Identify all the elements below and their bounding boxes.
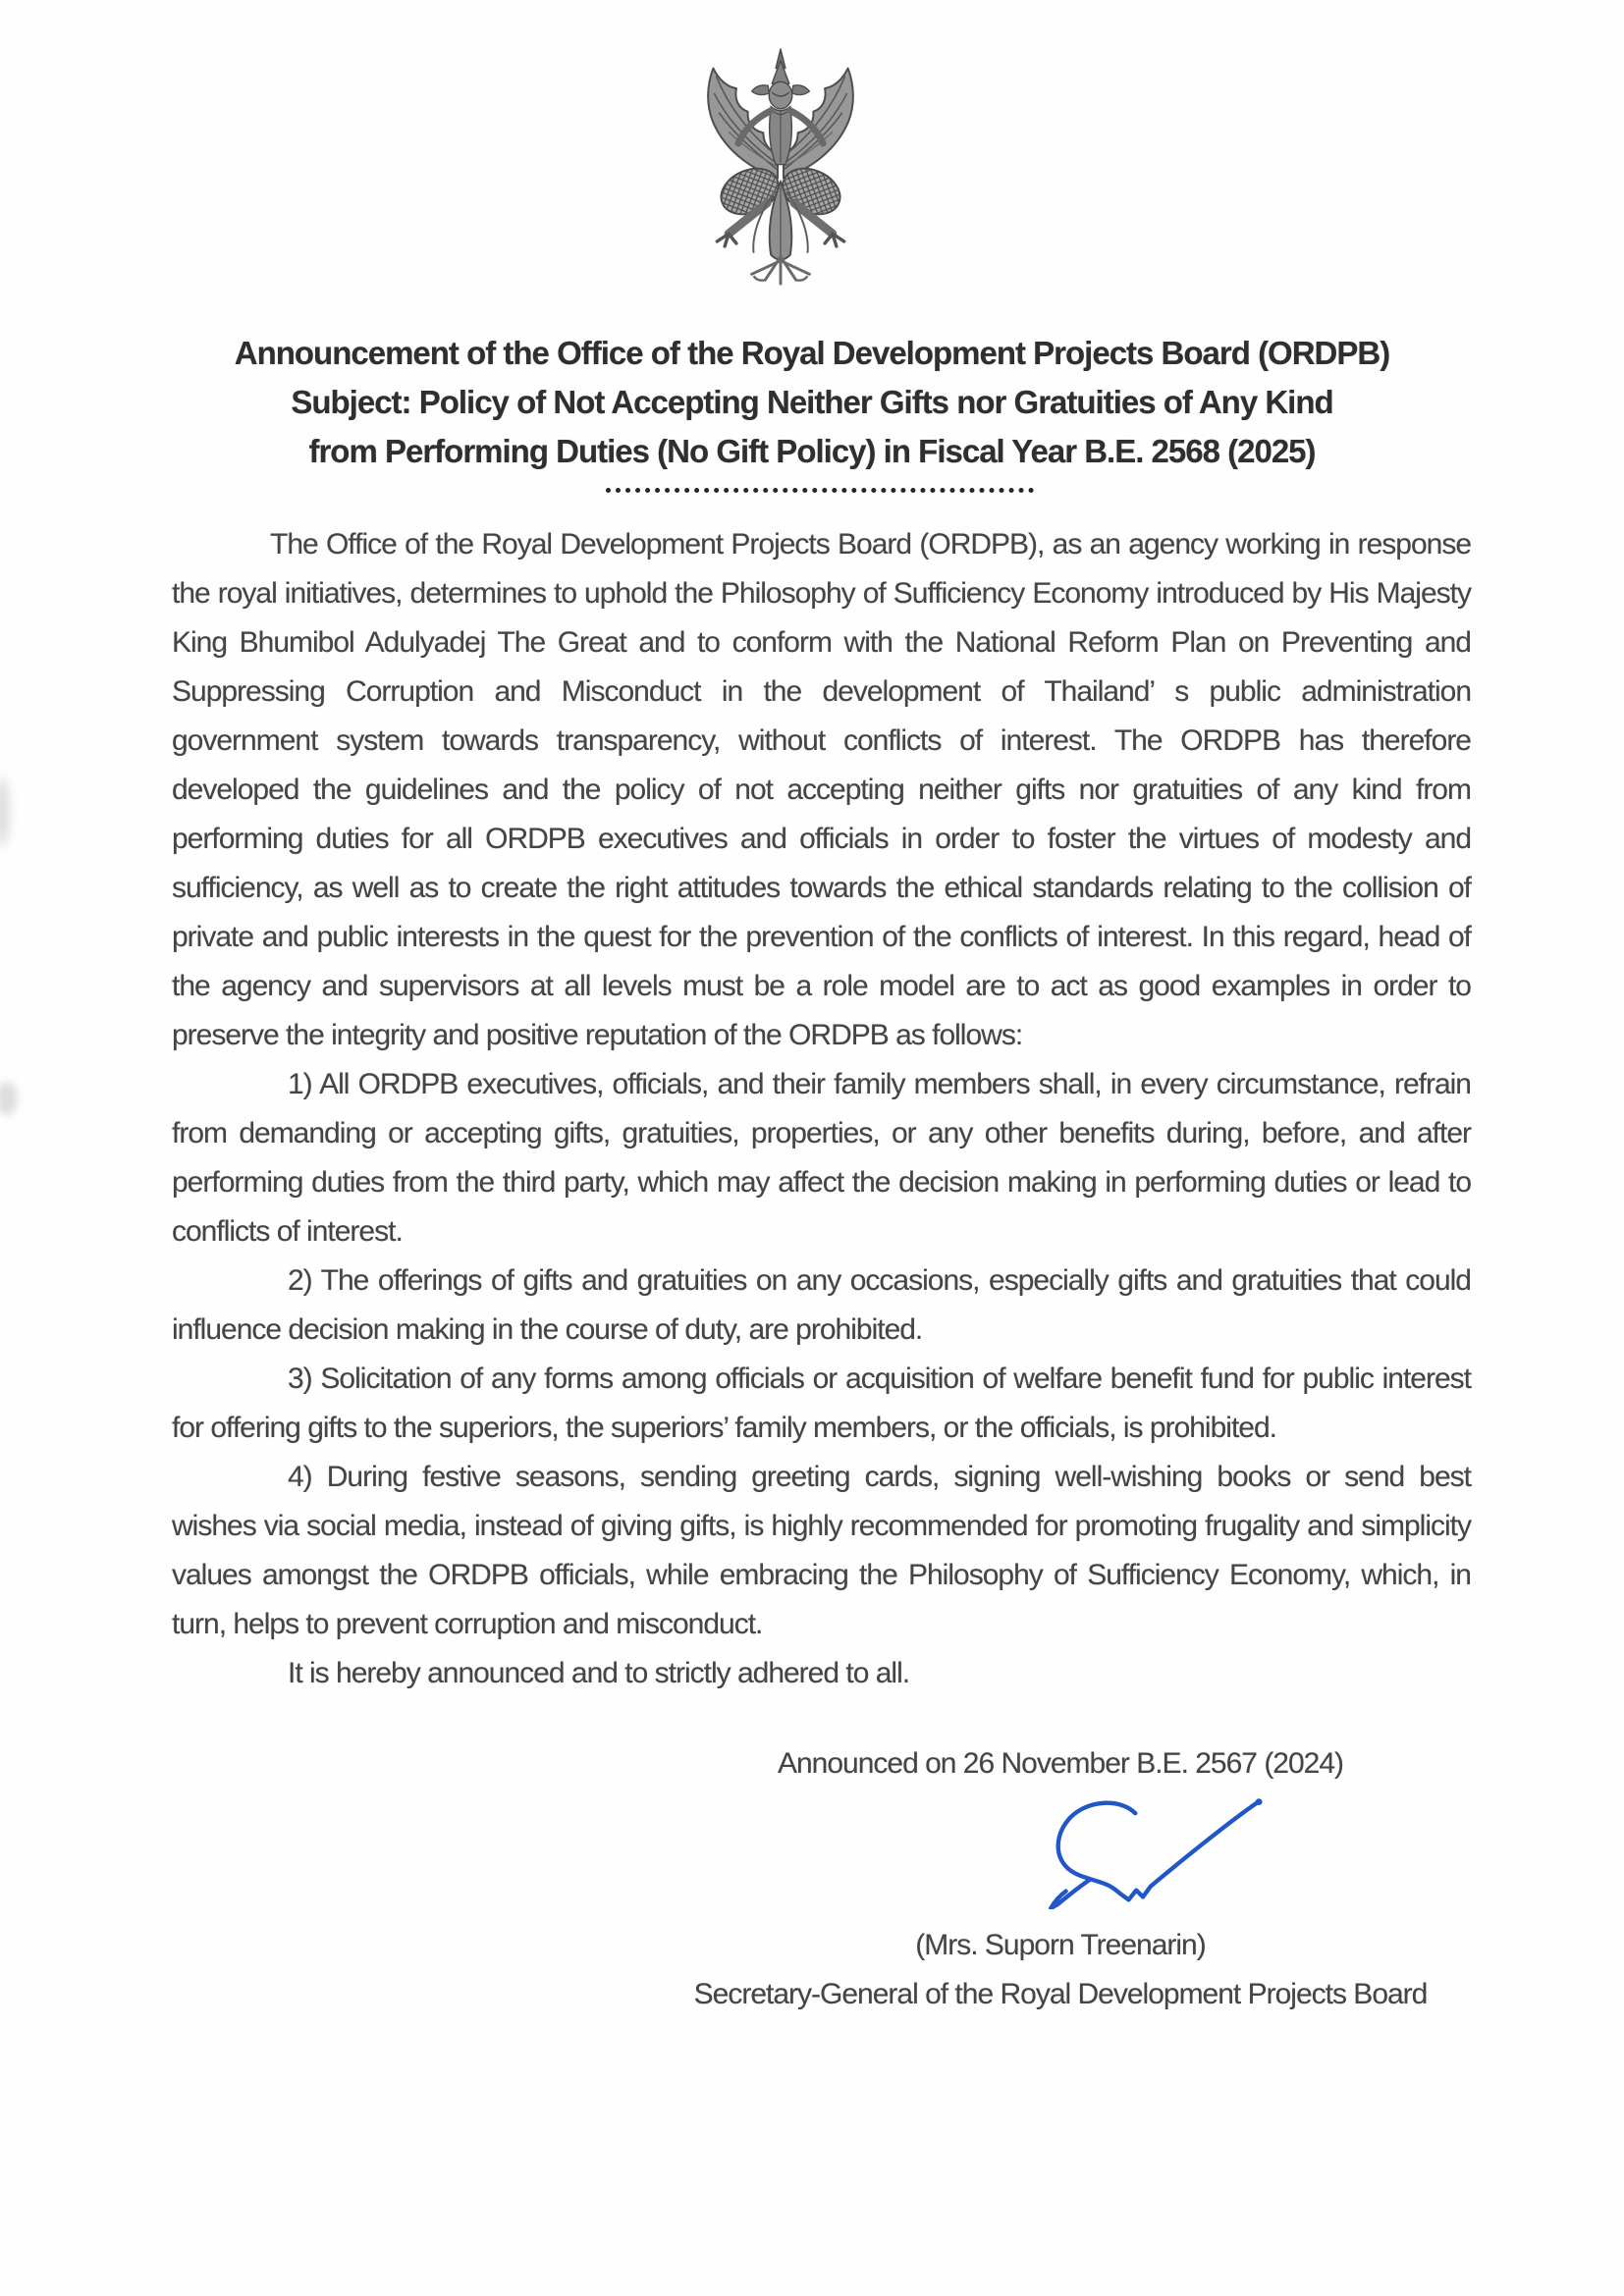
signature-block (668, 1739, 1453, 2019)
announced-date-line: Announced on 26 November B.E. 2567 (2024) (777, 1747, 1344, 1780)
scan-artifact (0, 777, 10, 846)
title-line-3: from Performing Duties (No Gift Policy) in Fiscal Year B.E. 2568 (2025) (308, 433, 1316, 469)
policy-item-1: 1) All ORDPB executives, officials, and their family members shall, in every circumstance, refrain from demanding or accepting gifts, gratuities, properties, or any other benefits during, before, and after performing duties from the third party, which may affect the decision making in performing duties or lead to conflicts of interest. (172, 1068, 1471, 1248)
policy-item-2: 2) The offerings of gifts and gratuities on any occasions, especially gifts and gratuities that could influence decision making in the course of duty, are prohibited. (172, 1264, 1471, 1346)
title-line-1: Announcement of the Office of the Royal Development Projects Board (ORDPB) (234, 335, 1390, 371)
signature-stroke-tail (1051, 1880, 1090, 1908)
title-line-2: Subject: Policy of Not Accepting Neither Gifts nor Gratuities of Any Kind (291, 384, 1333, 420)
closing-statement: It is hereby announced and to strictly adhered to all. (288, 1657, 910, 1689)
signature-ink (1019, 1790, 1270, 1909)
document-title (0, 329, 1624, 476)
signature-stroke-main (1058, 1803, 1258, 1900)
signature-ink-dot (1256, 1798, 1263, 1805)
signatory-title: Secretary-General of the Royal Development Projects Board (693, 1978, 1428, 2010)
garuda-emblem-icon (684, 47, 877, 288)
intro-paragraph: The Office of the Royal Development Projects Board (ORDPB), as an agency working in response the royal initiatives, determines to uphold the Philosophy of Sufficiency Economy introduced by His Majesty King Bhumibol Adulyadej The Great and to conform with the National Reform Plan on Preventing and Suppressing Corruption and Misconduct in the development of Thailand’ s public administration government system towards transparency, without conflicts of interest. The ORDPB has therefore developed the guidelines and the policy of not accepting neither gifts nor gratuities of any kind from performing duties for all ORDPB executives and officials in order to foster the virtues of modesty and sufficiency, as well as to create the right attitudes towards the ethical standards relating to the collision of private and public interests in the quest for the prevention of the conflicts of interest. In this regard, head of the agency and supervisors at all levels must be a role model are to act as good examples in order to preserve the integrity and positive reputation of the ORDPB as follows: (172, 528, 1471, 1051)
document-body (172, 520, 1471, 1698)
signatory-name: (Mrs. Suporn Treenarin) (915, 1929, 1206, 1961)
policy-item-4: 4) During festive seasons, sending greeting cards, signing well-wishing books or send best wishes via social media, instead of giving gifts, is highly recommended for promoting frugality and simplicity values amongst the ORDPB officials, while embracing the Philosophy of Sufficiency Economy, which, in turn, helps to prevent corruption and misconduct. (172, 1461, 1471, 1640)
dotted-separator (606, 488, 1034, 493)
policy-item-3: 3) Solicitation of any forms among officials or acquisition of welfare benefit fund for public interest for offering gifts to the superiors, the superiors’ family members, or the officials, is prohibited. (172, 1362, 1471, 1444)
scan-artifact (0, 1082, 18, 1115)
